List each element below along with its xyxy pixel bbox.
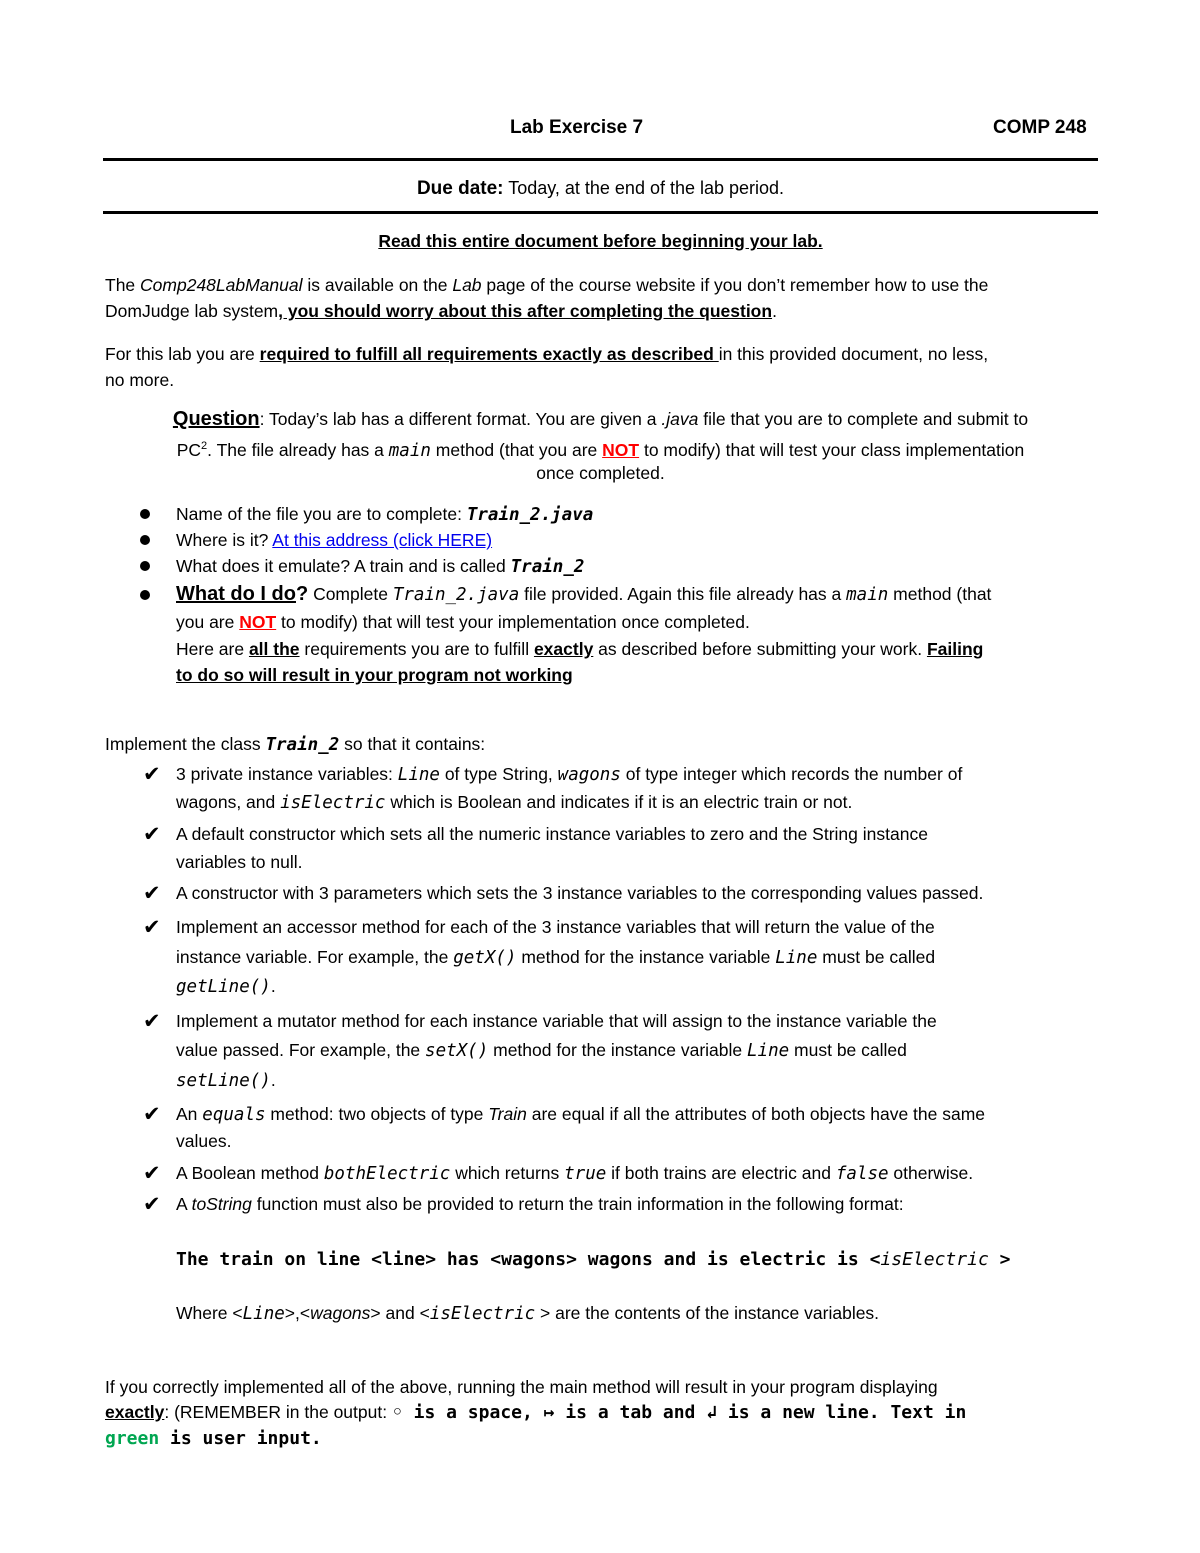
checkmark-icon: ✔: [143, 1161, 161, 1185]
output-format-line: The train on line <line> has <wagons> wagons and is electric is <isElectric >: [176, 1249, 1011, 1270]
due-date-rule: [103, 211, 1098, 214]
manual-name: Comp248LabManual: [140, 275, 303, 295]
what-do-i-do-label: What do I do: [176, 583, 296, 605]
bullet-emulate: What does it emulate? A train and is called Train_2: [176, 556, 585, 577]
requirements-emphasis: required to fulfill all requirements exactly as described: [259, 344, 719, 364]
checkmark-icon: ✔: [143, 762, 161, 786]
checkmark-icon: ✔: [143, 1102, 161, 1126]
check-item-5-line-1: Implement a mutator method for each instance variable that will assign to the instance variable the: [176, 1011, 937, 1031]
bullet-what-to-do-line-4: to do so will result in your program not working: [176, 665, 573, 685]
bullet-what-to-do-line-3: Here are all the requirements you are to fulfill exactly as described before submitting your work. Failing: [176, 639, 984, 659]
closing-line-2: exactly: (REMEMBER in the output: ◦ is a space, ↦ is a tab and ↲ is a new line. Text in: [105, 1402, 967, 1423]
course-code: COMP 248: [993, 117, 1087, 138]
due-date-label: Due date:: [416, 178, 504, 199]
check-item-1-line-1: 3 private instance variables: Line of type String, wagons of type integer which records the number of: [176, 764, 963, 785]
checkmark-icon: ✔: [143, 1192, 161, 1216]
question-line-3: once completed.: [536, 463, 665, 483]
not-warning: NOT: [239, 612, 277, 632]
checkmark-icon: ✔: [143, 881, 161, 905]
bullet-dot: [140, 561, 150, 571]
checkmark-icon: ✔: [143, 822, 161, 846]
check-item-4-line-1: Implement an accessor method for each of the 3 instance variables that will return the value of the: [176, 917, 935, 937]
output-legend: ◦ is a space, ↦ is a tab and ↲ is a new line. Text in: [391, 1402, 967, 1423]
checkmark-icon: ✔: [143, 915, 161, 939]
read-notice: Read this entire document before beginning your lab.: [378, 231, 823, 251]
question-label: Question: [172, 408, 260, 430]
due-date-line: [103, 178, 1098, 200]
green-legend: green: [105, 1428, 160, 1449]
check-item-5-line-2: value passed. For example, the setX() method for the instance variable Line must be called: [176, 1040, 907, 1061]
check-item-4-line-3: getLine().: [176, 976, 276, 997]
check-item-4-line-2: instance variable. For example, the getX() method for the instance variable Line must be called: [176, 947, 936, 968]
requirements-paragraph-line-1: For this lab you are required to fulfill all requirements exactly as described in this provided document, no less,: [105, 344, 989, 364]
bullet-what-to-do-line-2: you are NOT to modify) that will test your implementation once completed.: [176, 612, 750, 632]
due-date-text: Today, at the end of the lab period.: [503, 178, 785, 198]
manual-paragraph-line-1: The Comp248LabManual is available on the Lab page of the course website if you don’t remember how to use the: [105, 275, 989, 295]
check-item-6-line-1: An equals method: two objects of type Train are equal if all the attributes of both objects have the same: [176, 1104, 986, 1125]
bullet-location: Where is it? At this address (click HERE): [176, 530, 493, 550]
bullet-dot: [140, 590, 150, 600]
header-rule: [103, 158, 1098, 161]
bullet-what-to-do-line-1: What do I do? Complete Train_2.java file provided. Again this file already has a main method (that: [176, 583, 992, 605]
bullet-file-name: Name of the file you are to complete: Train_2.java: [176, 504, 594, 525]
closing-line-1: If you correctly implemented all of the above, running the main method will result in your program displaying: [105, 1377, 938, 1397]
check-item-7: A Boolean method bothElectric which returns true if both trains are electric and false otherwise.: [176, 1163, 974, 1184]
bullet-dot: [140, 509, 150, 519]
not-warning: NOT: [602, 439, 640, 460]
file-link[interactable]: At this address (click HERE): [272, 530, 493, 550]
check-item-6-line-2: values.: [176, 1131, 232, 1151]
requirements-paragraph-line-2: no more.: [105, 370, 175, 390]
worry-emphasis: , you should worry about this after completing the question: [278, 301, 773, 321]
file-name: Train_2.java: [466, 505, 594, 525]
question-line-2: $PC^2$. The file already has a main method (that you are NOT to modify) that will test your class implementation: [176, 439, 1025, 461]
check-item-5-line-3: setLine().: [176, 1070, 276, 1091]
implement-intro: Implement the class Train_2 so that it contains:: [105, 734, 486, 755]
lab-title: Lab Exercise 7: [510, 117, 644, 138]
check-item-2-line-1: A default constructor which sets all the numeric instance variables to zero and the String instance: [176, 824, 928, 844]
check-item-8: A toString function must also be provided to return the train information in the following format:: [176, 1194, 904, 1214]
bullet-dot: [140, 535, 150, 545]
check-item-2-line-2: variables to null.: [176, 852, 303, 872]
closing-line-3: green is user input.: [105, 1428, 322, 1449]
manual-paragraph-line-2: DomJudge lab system, you should worry about this after completing the question.: [105, 301, 777, 321]
question-line-1: Question: Today’s lab has a different format. You are given a .java file that you are to complete and submit to: [172, 408, 1029, 430]
checkmark-icon: ✔: [143, 1009, 161, 1033]
check-item-3: A constructor with 3 parameters which sets the 3 instance variables to the corresponding values passed.: [176, 883, 984, 903]
where-line: Where <Line>,<wagons> and <isElectric > are the contents of the instance variables.: [176, 1303, 880, 1324]
check-item-1-line-2: wagons, and isElectric which is Boolean and indicates if it is an electric train or not.: [176, 792, 853, 813]
